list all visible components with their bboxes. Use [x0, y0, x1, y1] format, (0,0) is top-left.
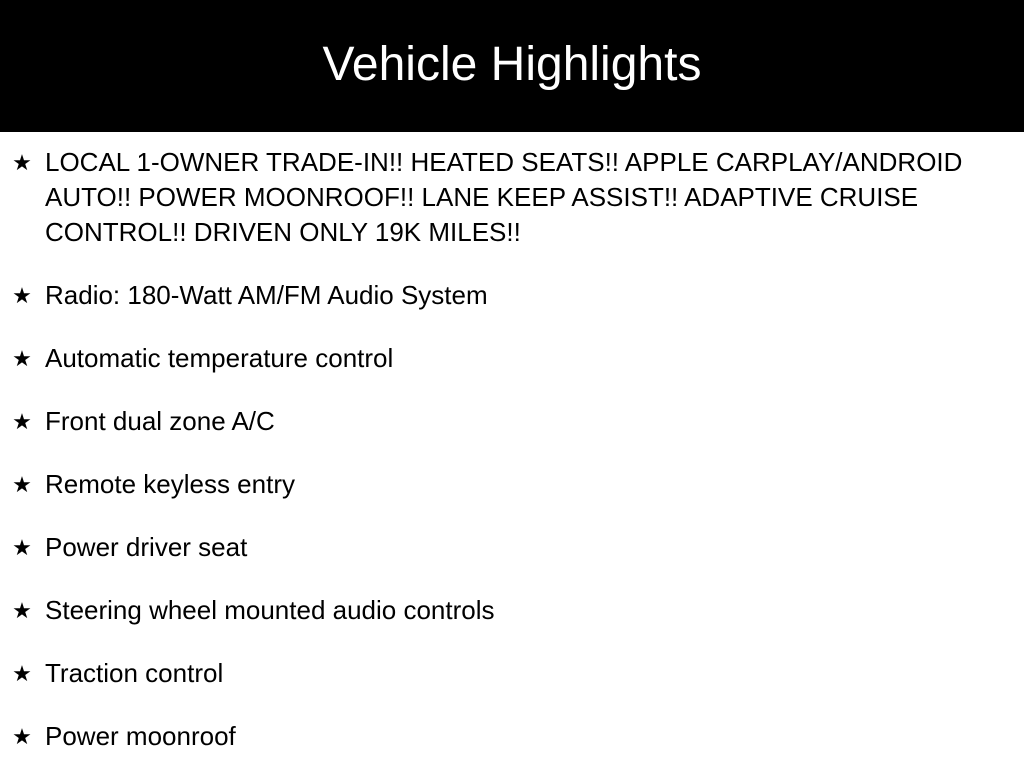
highlight-text: LOCAL 1-OWNER TRADE-IN!! HEATED SEATS!! APPLE CARPLAY/ANDROID AUTO!! POWER MOONROOF!! LANE KEEP ASSIST!! ADAPTIVE CRUISE CONTROL!! DRIVEN ONLY 19K MILES!!	[45, 147, 963, 247]
star-icon: ★	[12, 598, 32, 623]
list-item	[0, 656, 1024, 691]
page-title: Vehicle Highlights	[322, 38, 702, 91]
list-item	[0, 719, 1024, 754]
star-icon: ★	[12, 472, 32, 497]
list-item	[0, 593, 1024, 628]
highlight-text: Radio: 180-Watt AM/FM Audio System	[45, 280, 488, 310]
list-item	[0, 404, 1024, 439]
highlight-text: Automatic temperature control	[45, 343, 394, 373]
star-icon: ★	[12, 535, 32, 560]
star-icon: ★	[12, 150, 32, 175]
header-bar	[0, 0, 1024, 132]
list-item	[0, 467, 1024, 502]
star-icon: ★	[12, 661, 32, 686]
star-icon: ★	[12, 346, 32, 371]
list-item	[0, 341, 1024, 376]
highlight-text: Remote keyless entry	[45, 469, 295, 499]
highlights-list	[0, 145, 1024, 768]
highlight-text: Traction control	[45, 658, 224, 688]
list-item	[0, 278, 1024, 313]
star-icon: ★	[12, 724, 32, 749]
highlight-text: Power driver seat	[45, 532, 248, 562]
star-icon: ★	[12, 409, 32, 434]
highlight-text: Steering wheel mounted audio controls	[45, 595, 495, 625]
highlight-text: Front dual zone A/C	[45, 406, 275, 436]
highlight-text: Power moonroof	[45, 721, 236, 751]
list-item	[0, 145, 1024, 250]
star-icon: ★	[12, 283, 32, 308]
list-item	[0, 530, 1024, 565]
